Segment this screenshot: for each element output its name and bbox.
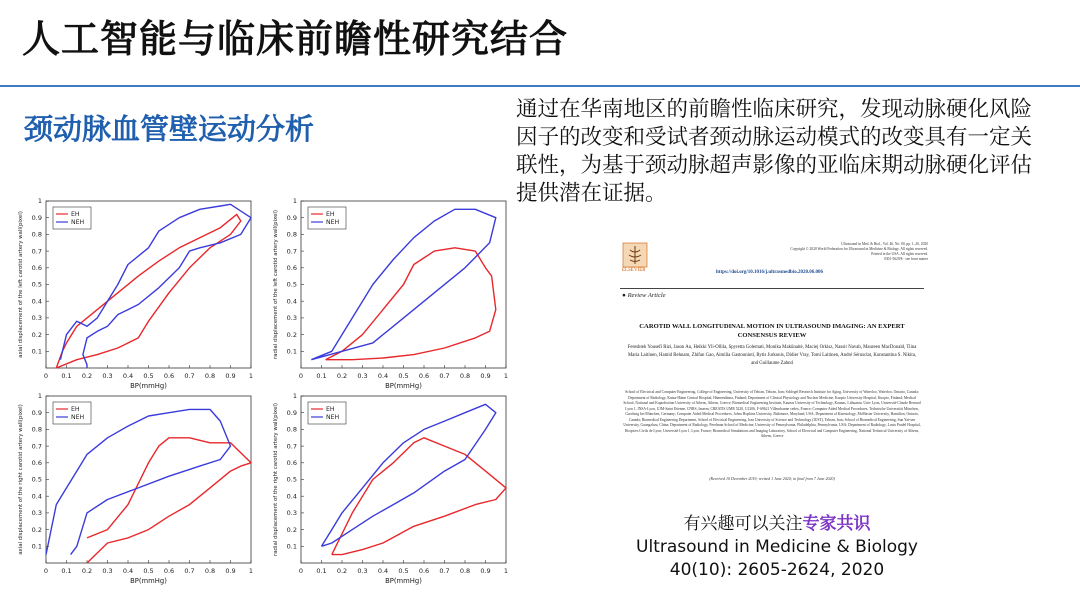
- y-tick-label: 0.3: [286, 509, 297, 518]
- y-tick-label: 0.5: [286, 475, 297, 484]
- y-tick-label: 0.5: [31, 280, 42, 289]
- chart-grid: [0, 188, 520, 602]
- x-tick-label: 0.5: [398, 372, 409, 380]
- y-tick-label: 1: [37, 197, 42, 206]
- paper-divider: [620, 288, 924, 289]
- y-tick-label: 0.9: [31, 213, 42, 222]
- paper-received: (Received 10 December 2019; revised 1 June 2020; in final from 7 June 2020): [709, 476, 835, 481]
- y-tick-label: 1: [292, 197, 297, 206]
- y-tick-label: 0.2: [31, 525, 42, 534]
- paper-affiliations: School of Electrical and Computer Engineering, College of Engineering, University of Tehran, Tehran, Iran; Schlegel Research Institute for Aging, University of Waterloo, Waterloo, Ontario, Canada; Department of Radiology, Kanta-Häme Central Hospital, Hämeenlinna, Finland; Department of Clinical Physiology and Nuclear Medicine, Kuopio University Hospital, Kuopio, Finland; Medical School, National and Kapodistrian University of Athens, Athens, Greece; Biomedical Engineering Institute, Kaunas University of Technology, Kaunas, Lithuania; Univ Lyon, Université Claude Bernard Lyon 1, INSA-Lyon, UJM-Saint Etienne, CNRS, Inserm, CREATIS UMR 5220, U1206, F-69621 Villeurbanne cedex, France; Computer Aided Medical Procedures, Technische Universität München, Garching bei München, Germany; Computer Aided Medical Procedures, Johns Hopkins University, Baltimore, Maryland, USA; Department of Kinesiology, McMaster University, Hamilton, Ontario, Canada; Biomedical Engineering Department, School of Electrical Engineering, Iran University of Science and Technology (IUST), Tehran, Iran; School of Biomedical Engineering, Sun Yat-sen University, Guangzhou, China; Department of Radiology, Perelman School of Medicine, University of Pennsylvania, Philadelphia, Pennsylvania, USA; Department of Radiology, Louis Pradel Hospital, Hospices Civils de Lyon; Université Lyon 1, Lyon, France; Biomedical Simulations and Imaging Laboratory, School of Electrical and Computer Engineering, National Technical University of Athens, Athens, Greece: [623, 390, 921, 438]
- publisher-label: ELSEVIER: [622, 268, 646, 273]
- chart-svg: [0, 188, 520, 602]
- x-tick-label: 0.3: [102, 567, 113, 575]
- y-tick-label: 0.7: [31, 442, 42, 451]
- y-tick-label: 0.4: [286, 492, 297, 501]
- legend-label-eh: EH: [71, 211, 80, 219]
- x-tick-label: 0.1: [316, 372, 327, 380]
- y-tick-label: 0.3: [31, 314, 42, 323]
- paper-header: [732, 242, 928, 262]
- x-tick-label: 0.6: [418, 567, 430, 575]
- journal-header: Ultrasound in Med. & Biol., Vol. 46, No. 00, pp. 1–20, 2020: [841, 242, 928, 246]
- x-tick-label: 0.3: [357, 567, 368, 575]
- x-tick-label: 1: [248, 372, 254, 380]
- legend-label-eh: EH: [71, 406, 80, 414]
- x-tick-label: 0.4: [122, 567, 134, 575]
- title-divider: [0, 85, 1080, 87]
- x-tick-label: 0.6: [418, 372, 430, 380]
- x-axis-label: BP(mmHg): [385, 577, 422, 585]
- x-axis-label: BP(mmHg): [130, 577, 167, 585]
- x-tick-label: 0.1: [61, 567, 72, 575]
- x-tick-label: 0.9: [225, 372, 236, 380]
- y-tick-label: 0.1: [31, 542, 42, 551]
- x-tick-label: 0.4: [377, 567, 389, 575]
- y-tick-label: 0.1: [286, 542, 297, 551]
- legend-label-eh: EH: [326, 406, 335, 414]
- chart-panel-4: [273, 392, 508, 585]
- copyright-line: Copyright © 2020 World Federation for Ultrasound in Medicine & Biology. All rights reserved.: [790, 247, 928, 251]
- legend-label-neh: NEH: [326, 414, 340, 422]
- y-axis-label: axial displacement of the left carotid artery wall(pixel): [18, 211, 24, 358]
- x-tick-label: 0.2: [81, 567, 93, 575]
- y-axis-label: radial displacement of the left carotid artery wall(pixel): [273, 209, 279, 360]
- y-axis-label: axial displacement of the right carotid artery wall(pixel): [18, 404, 24, 555]
- x-tick-label: 0.8: [204, 372, 216, 380]
- section-title: 颈动脉血管壁运动分析: [24, 112, 315, 146]
- y-tick-label: 0.8: [31, 425, 42, 434]
- x-tick-label: 0.1: [316, 567, 327, 575]
- paper-thumbnail: [612, 236, 932, 494]
- y-tick-label: 0.6: [286, 264, 297, 272]
- paper-authors: Fereshteh Yousefi Rizi, Jason Au, Heikki Yli-Ollila, Spyretta Golemati, Monika Makūnaitė, Maciej Orkisz, Nassir Navab, Maureen MacDonald, Tiina Maria Laitinen, Hamid Behnam, Zhifan Gao, Aimilia Gastounioti, Rytis Jurkonis, Didier Vray, Tomi Laitinen, André Sérusclat, Konstantina S. Nikita, and Guillaume Zahnd: [627, 345, 917, 366]
- y-tick-label: 0.1: [286, 347, 297, 356]
- x-tick-label: 0: [298, 567, 304, 575]
- y-tick-label: 0.7: [31, 247, 42, 256]
- y-tick-label: 0.4: [31, 297, 42, 306]
- follow-line: [612, 513, 942, 536]
- y-tick-label: 0.3: [31, 509, 42, 518]
- x-tick-label: 0.3: [357, 372, 368, 380]
- paper-section: ● Review Article: [622, 292, 666, 299]
- elsevier-logo-icon: [622, 242, 648, 268]
- y-axis-label: radial displacement of the right carotid artery wall(pixel): [273, 403, 279, 556]
- y-tick-label: 0.9: [286, 408, 297, 417]
- journal-volume: 40(10): 2605-2624, 2020: [669, 560, 885, 580]
- x-axis-label: BP(mmHg): [130, 382, 167, 390]
- printed-line: Printed in the USA. All rights reserved.: [871, 252, 928, 256]
- y-tick-label: 0.2: [286, 330, 297, 339]
- x-tick-label: 0.5: [143, 372, 154, 380]
- legend-label-neh: NEH: [71, 219, 85, 227]
- x-tick-label: 0.1: [61, 372, 72, 380]
- x-tick-label: 0.8: [459, 372, 471, 380]
- y-tick-label: 1: [292, 392, 297, 401]
- x-tick-label: 0: [43, 567, 49, 575]
- y-tick-label: 0.1: [31, 347, 42, 356]
- journal-name: Ultrasound in Medicine & Biology: [636, 537, 918, 557]
- x-tick-label: 1: [248, 567, 254, 575]
- y-tick-label: 0.4: [31, 492, 42, 501]
- x-tick-label: 0.2: [81, 372, 93, 380]
- y-tick-label: 0.5: [286, 280, 297, 289]
- chart-panel-1: [18, 197, 253, 390]
- x-tick-label: 0.3: [102, 372, 113, 380]
- paper-section-label: Review Article: [627, 292, 666, 299]
- paper-title: CAROTID WALL LONGITUDINAL MOTION IN ULTRASOUND IMAGING: AN EXPERT CONSENSUS REVIEW: [639, 323, 905, 339]
- y-tick-label: 0.6: [31, 459, 42, 467]
- x-tick-label: 0.9: [480, 372, 491, 380]
- y-tick-label: 1: [37, 392, 42, 401]
- x-tick-label: 0.2: [336, 567, 348, 575]
- y-tick-label: 0.8: [286, 230, 297, 239]
- y-tick-label: 0.8: [286, 425, 297, 434]
- y-tick-label: 0.3: [286, 314, 297, 323]
- x-tick-label: 1: [503, 567, 509, 575]
- x-tick-label: 1: [503, 372, 509, 380]
- chart-panel-3: [18, 392, 253, 585]
- x-tick-label: 0.7: [184, 372, 195, 380]
- legend-label-neh: NEH: [326, 219, 340, 227]
- legend-label-eh: EH: [326, 211, 335, 219]
- x-tick-label: 0.5: [143, 567, 154, 575]
- x-tick-label: 0.8: [459, 567, 471, 575]
- y-tick-label: 0.9: [286, 213, 297, 222]
- x-tick-label: 0.7: [439, 372, 450, 380]
- legend-label-neh: NEH: [71, 414, 85, 422]
- x-tick-label: 0.7: [439, 567, 450, 575]
- x-tick-label: 0.5: [398, 567, 409, 575]
- x-tick-label: 0.9: [225, 567, 236, 575]
- y-tick-label: 0.2: [31, 330, 42, 339]
- y-tick-label: 0.8: [31, 230, 42, 239]
- slide-title: 人工智能与临床前瞻性研究结合: [22, 17, 569, 61]
- x-tick-label: 0: [298, 372, 304, 380]
- x-tick-label: 0: [43, 372, 49, 380]
- x-tick-label: 0.8: [204, 567, 216, 575]
- y-tick-label: 0.5: [31, 475, 42, 484]
- x-tick-label: 0.7: [184, 567, 195, 575]
- x-axis-label: BP(mmHg): [385, 382, 422, 390]
- follow-prefix: 有兴趣可以关注: [683, 514, 803, 534]
- x-tick-label: 0.4: [377, 372, 389, 380]
- y-tick-label: 0.7: [286, 247, 297, 256]
- y-tick-label: 0.2: [286, 525, 297, 534]
- issn-line: 0301-5629/$ - see front matter: [884, 257, 928, 261]
- y-tick-label: 0.7: [286, 442, 297, 451]
- y-tick-label: 0.6: [31, 264, 42, 272]
- journal-reference: [612, 513, 942, 582]
- paper-doi: https://doi.org/10.1016/j.ultrasmedbio.2020.06.006: [716, 270, 823, 275]
- consensus-highlight: 专家共识: [802, 514, 871, 534]
- y-tick-label: 0.6: [286, 459, 297, 467]
- x-tick-label: 0.9: [480, 567, 491, 575]
- x-tick-label: 0.6: [163, 567, 175, 575]
- y-tick-label: 0.4: [286, 297, 297, 306]
- chart-panel-2: [273, 197, 508, 390]
- description-text: 通过在华南地区的前瞻性临床研究，发现动脉硬化风险因子的改变和受试者颈动脉运动模式的改变具有一定关联性，为基于颈动脉超声影像的亚临床期动脉硬化评估提供潜在证据。: [516, 97, 1033, 206]
- x-tick-label: 0.6: [163, 372, 175, 380]
- y-tick-label: 0.9: [31, 408, 42, 417]
- x-tick-label: 0.2: [336, 372, 348, 380]
- x-tick-label: 0.4: [122, 372, 134, 380]
